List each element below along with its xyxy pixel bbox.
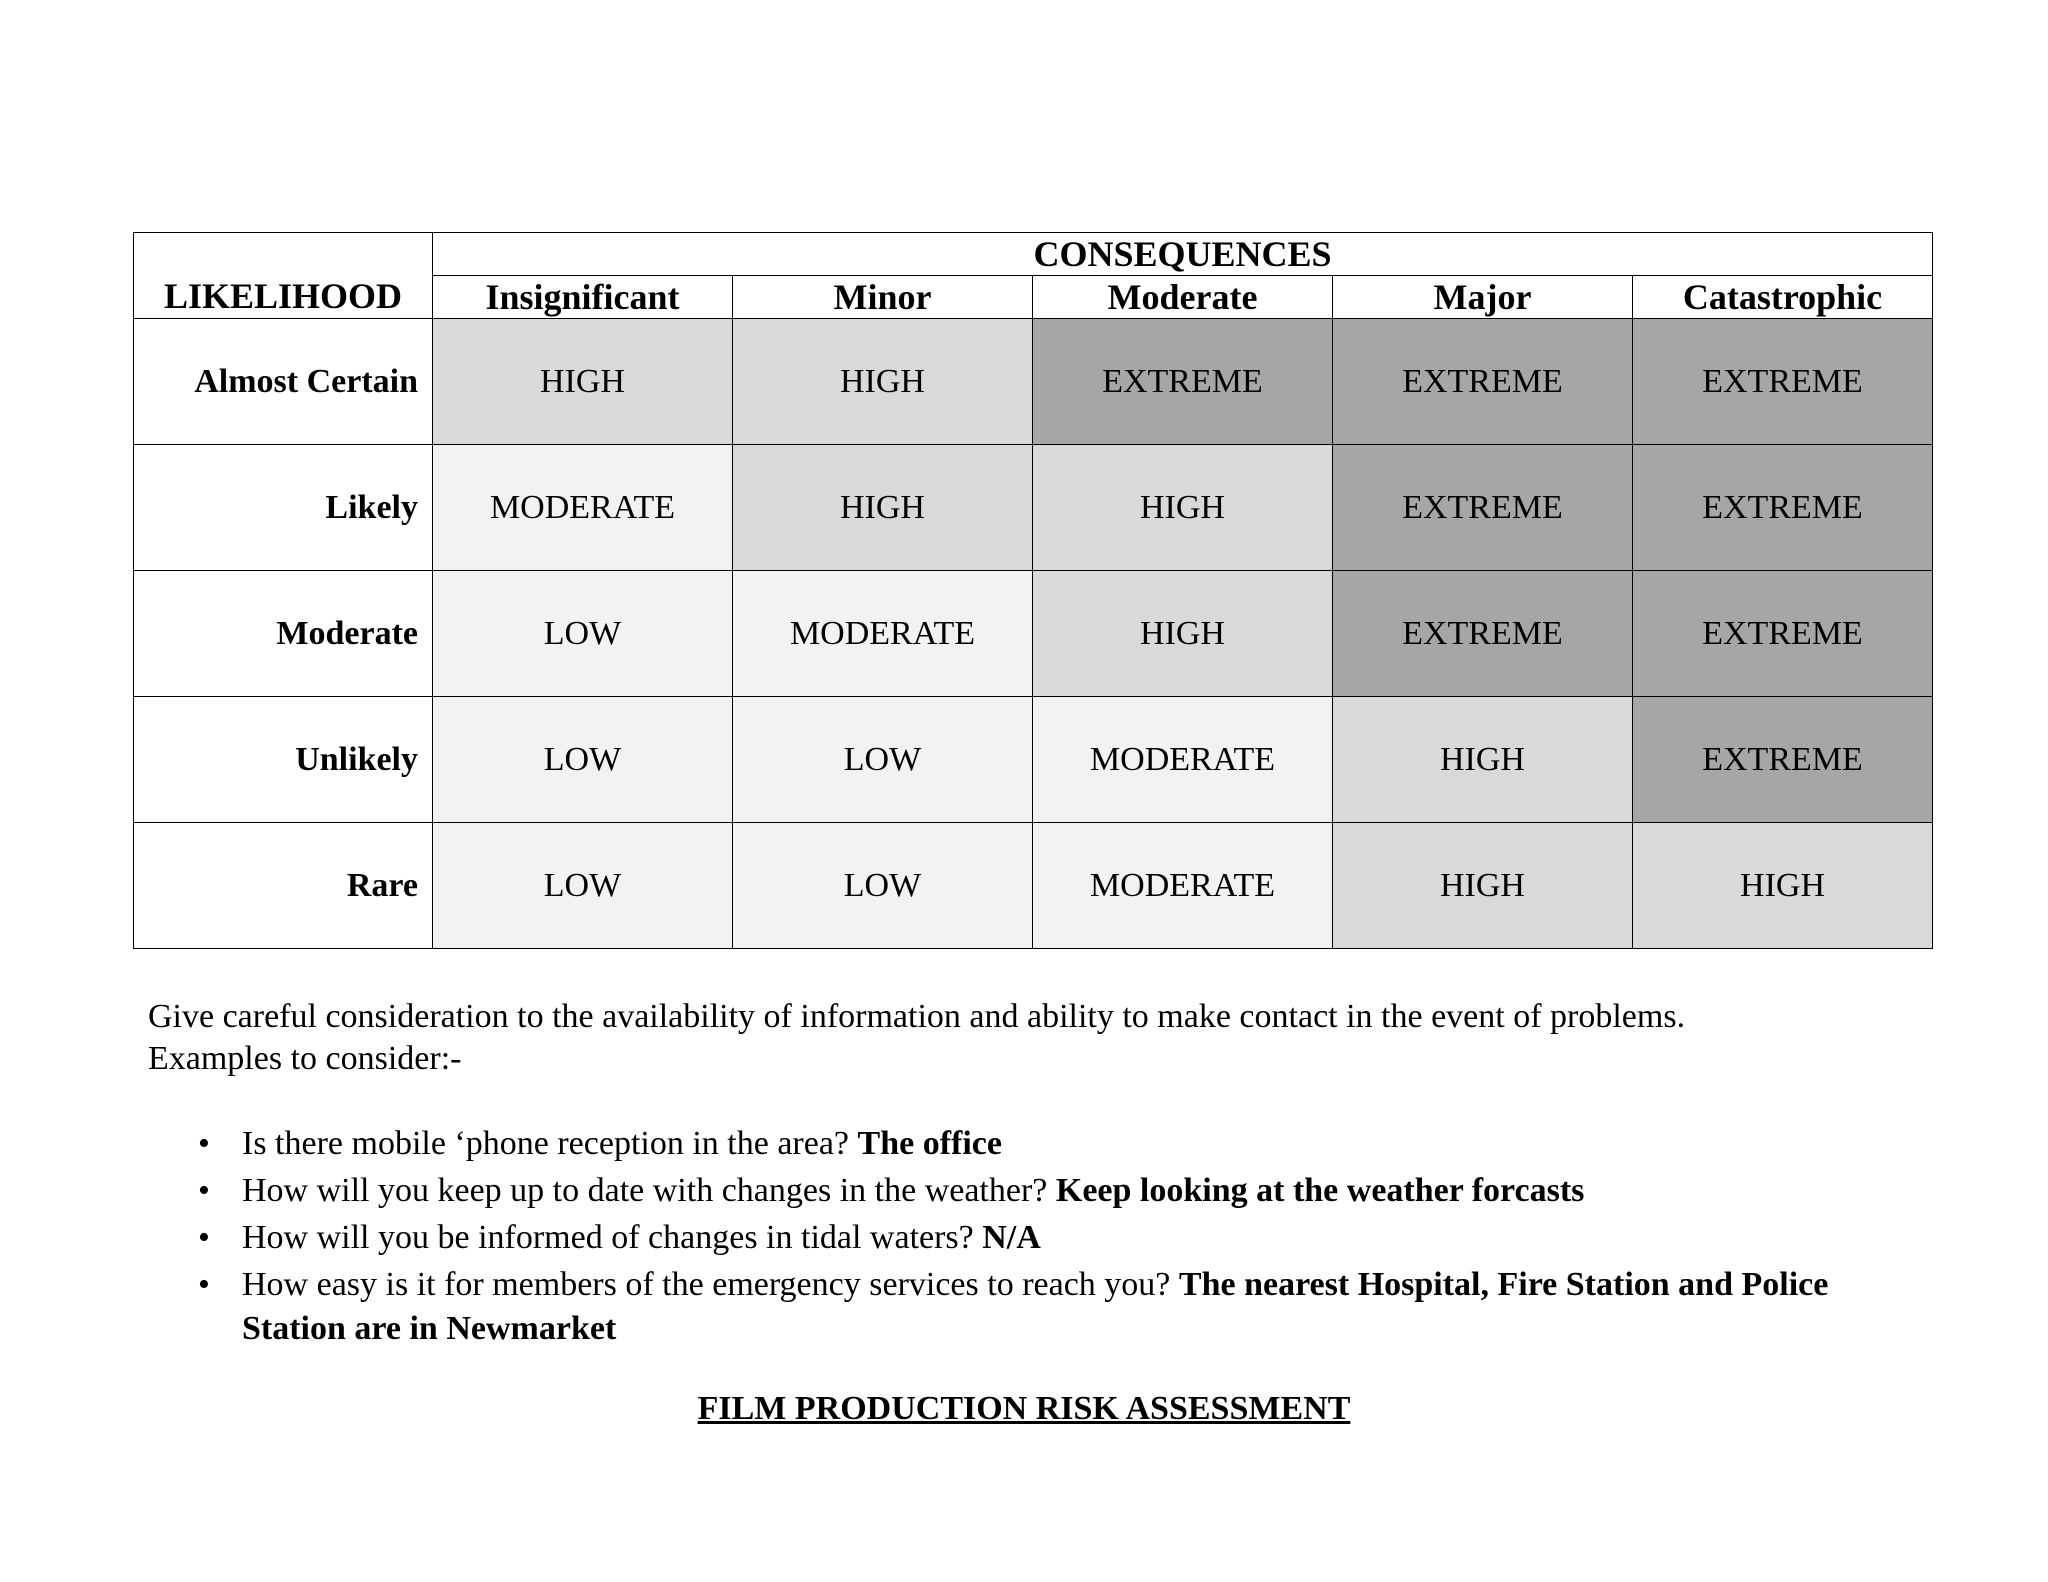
likelihood-label: Moderate — [134, 571, 433, 697]
column-header-major: Major — [1333, 276, 1633, 319]
matrix-row — [134, 445, 1933, 571]
column-header-catastrophic: Catastrophic — [1633, 276, 1933, 319]
matrix-row — [134, 697, 1933, 823]
risk-cell: HIGH — [1333, 697, 1633, 823]
risk-cell: EXTREME — [1633, 319, 1933, 445]
risk-cell: EXTREME — [1633, 571, 1933, 697]
matrix-row — [134, 319, 1933, 445]
list-item-answer: Keep looking at the weather forcasts — [1055, 1172, 1585, 1209]
notes-intro: Give careful consideration to the availability of information and ability to make contact in the event of problems. — [148, 998, 1686, 1035]
matrix-row — [134, 823, 1933, 949]
risk-cell: EXTREME — [1633, 697, 1933, 823]
list-item-question: Is there mobile ‘phone reception in the area? — [242, 1125, 850, 1162]
risk-cell: HIGH — [1033, 445, 1333, 571]
list-item-answer: N/A — [982, 1219, 1041, 1256]
matrix-body — [134, 319, 1933, 949]
risk-cell: HIGH — [733, 445, 1033, 571]
list-item-question: How easy is it for members of the emergency services to reach you? — [242, 1266, 1171, 1303]
risk-cell: LOW — [733, 823, 1033, 949]
risk-cell: HIGH — [433, 319, 733, 445]
bullet-icon: • — [198, 1266, 210, 1303]
risk-cell: MODERATE — [733, 571, 1033, 697]
column-header-minor: Minor — [733, 276, 1033, 319]
risk-cell: EXTREME — [1333, 445, 1633, 571]
risk-cell: HIGH — [733, 319, 1033, 445]
bullet-icon: • — [198, 1125, 210, 1162]
examples-list — [194, 1122, 1914, 1354]
risk-cell: EXTREME — [1633, 445, 1933, 571]
risk-cell: MODERATE — [1033, 823, 1333, 949]
likelihood-label: Unlikely — [134, 697, 433, 823]
likelihood-label: Rare — [134, 823, 433, 949]
list-item-question: How will you keep up to date with changes in the weather? — [242, 1172, 1048, 1209]
notes-examples-label: Examples to consider:- — [148, 1040, 462, 1077]
risk-cell: LOW — [433, 571, 733, 697]
likelihood-label: Almost Certain — [134, 319, 433, 445]
risk-cell: HIGH — [1333, 823, 1633, 949]
risk-cell: LOW — [433, 823, 733, 949]
matrix-row — [134, 571, 1933, 697]
column-header-moderate: Moderate — [1033, 276, 1333, 319]
risk-cell: EXTREME — [1333, 319, 1633, 445]
risk-cell: EXTREME — [1333, 571, 1633, 697]
risk-cell: LOW — [433, 697, 733, 823]
list-item — [194, 1169, 1914, 1213]
matrix-header-row-top — [134, 233, 1933, 276]
likelihood-label: Likely — [134, 445, 433, 571]
list-item — [194, 1216, 1914, 1260]
bullet-icon: • — [198, 1172, 210, 1209]
list-item-answer: The office — [857, 1125, 1002, 1162]
risk-cell: LOW — [733, 697, 1033, 823]
column-header-insignificant: Insignificant — [433, 276, 733, 319]
list-item-answer: The nearest Hospital, Fire Station and Police Station are in Newmarket — [242, 1266, 1829, 1347]
list-item — [194, 1122, 1914, 1166]
risk-cell: EXTREME — [1033, 319, 1333, 445]
list-item-question: How will you be informed of changes in tidal waters? — [242, 1219, 974, 1256]
likelihood-header: LIKELIHOOD — [134, 233, 433, 319]
list-item — [194, 1263, 1914, 1351]
notes-section — [148, 996, 1928, 1080]
consequences-header: CONSEQUENCES — [433, 233, 1933, 276]
document-title: FILM PRODUCTION RISK ASSESSMENT — [697, 1390, 1351, 1427]
risk-matrix-table — [133, 232, 1933, 949]
risk-cell: MODERATE — [1033, 697, 1333, 823]
risk-cell: MODERATE — [433, 445, 733, 571]
risk-cell: HIGH — [1633, 823, 1933, 949]
risk-cell: HIGH — [1033, 571, 1333, 697]
bullet-icon: • — [198, 1219, 210, 1256]
